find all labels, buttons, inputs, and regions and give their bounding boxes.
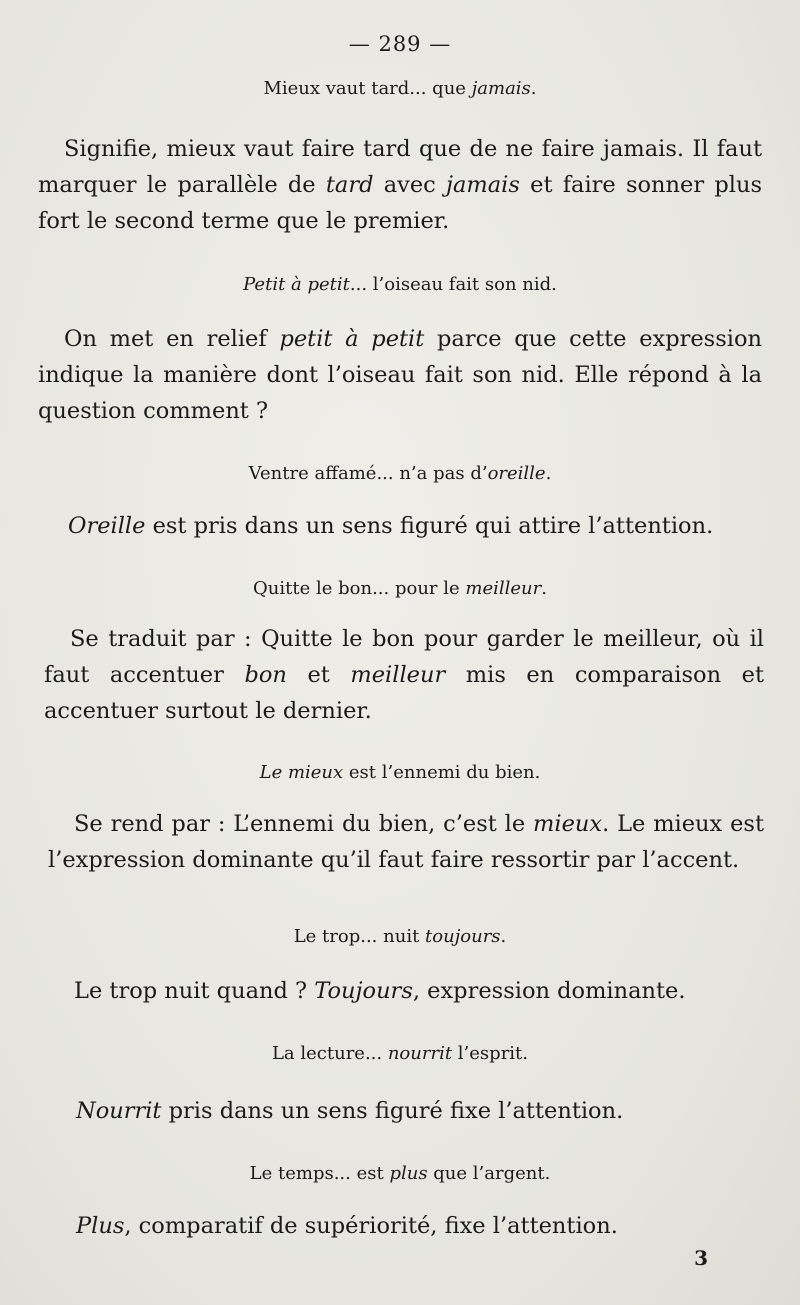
heading-italic: meilleur — [465, 578, 542, 599]
heading-text: . — [545, 463, 552, 484]
heading-italic: Le mieux — [259, 762, 344, 783]
paragraph-text: Se traduit par : Quitte le bon pour garder le meilleur, où il faut accentuer — [44, 626, 764, 688]
page-number: — 289 — — [348, 32, 452, 56]
heading-italic: oreille — [487, 463, 546, 484]
proverb-heading — [0, 78, 800, 99]
explanation-paragraph — [44, 621, 764, 729]
heading-text: Ventre affamé... n’a pas d’ — [248, 463, 488, 484]
heading-text: . — [541, 578, 547, 599]
paragraph-text: mis en comparaison et accentuer surtout le dernier. — [44, 662, 764, 724]
heading-text: Le trop... nuit — [293, 926, 426, 947]
paragraph-text: parce que cette expression indique la manière dont l’oiseau fait son nid. Elle répond à la question comment ? — [38, 326, 763, 424]
paragraph-text: , comparatif de supériorité, fixe l’attention. — [124, 1213, 618, 1239]
heading-text: Le temps... est — [249, 1163, 390, 1184]
heading-italic: nourrit — [387, 1043, 453, 1064]
paragraph-text: et faire sonner plus fort le second terme que le premier. — [38, 172, 762, 234]
heading-text: que l’argent. — [427, 1163, 551, 1184]
paragraph-text: , expression dominante. — [412, 978, 686, 1004]
heading-text: Mieux vaut tard... que — [263, 78, 472, 99]
paragraph-italic: Nourrit — [76, 1098, 162, 1124]
paragraph-italic: bon — [244, 662, 287, 688]
paragraph-text: Se rend par : L’ennemi du bien, c’est le — [74, 811, 534, 837]
explanation-paragraph — [76, 1208, 776, 1244]
paragraph-text: est pris dans un sens figuré qui attire l’attention. — [145, 513, 714, 539]
heading-italic: Petit à petit — [243, 274, 350, 295]
heading-text: ... l’oiseau fait son nid. — [349, 274, 557, 295]
heading-text: Quitte le bon... pour le — [253, 578, 466, 599]
paragraph-italic: meilleur — [350, 662, 446, 688]
paragraph-text: . Le mieux est l’expression dominante qu’il faut faire ressortir par l’accent. — [48, 811, 764, 873]
paragraph-text: Le trop nuit quand ? — [74, 978, 315, 1004]
heading-text: est l’ennemi du bien. — [343, 762, 541, 783]
explanation-paragraph — [38, 131, 762, 239]
paragraph-italic: jamais — [446, 172, 520, 198]
paragraph-text: On met en relief — [64, 326, 280, 352]
proverb-heading — [0, 274, 800, 295]
proverb-heading — [0, 1043, 800, 1064]
explanation-paragraph — [74, 973, 774, 1009]
heading-italic: plus — [389, 1163, 428, 1184]
paragraph-text: pris dans un sens figuré fixe l’attention. — [161, 1098, 624, 1124]
paragraph-italic: Plus — [76, 1213, 125, 1239]
explanation-paragraph — [76, 1093, 776, 1129]
paragraph-italic: Oreille — [68, 513, 146, 539]
heading-text: La lecture... — [271, 1043, 388, 1064]
paragraph-italic: tard — [325, 172, 374, 198]
paragraph-text: avec — [373, 172, 446, 198]
proverb-heading — [0, 578, 800, 599]
explanation-paragraph — [38, 321, 762, 429]
paragraph-text: Signifie, mieux vaut faire tard que de ne faire jamais. Il faut marquer le parallèle de — [38, 136, 762, 198]
heading-italic: toujours — [425, 926, 501, 947]
proverb-heading — [0, 762, 800, 783]
paragraph-italic: mieux — [533, 811, 603, 837]
proverb-heading — [0, 1163, 800, 1184]
paragraph-italic: Toujours — [314, 978, 413, 1004]
proverb-heading — [0, 463, 800, 484]
heading-italic: jamais — [471, 78, 531, 99]
heading-text: . — [500, 926, 507, 947]
proverb-heading — [0, 926, 800, 947]
heading-text: l’esprit. — [452, 1043, 529, 1064]
explanation-paragraph — [48, 806, 764, 878]
paragraph-italic: petit à petit — [279, 326, 425, 352]
paragraph-text: et — [286, 662, 351, 688]
heading-text: . — [530, 78, 537, 99]
signature-mark: 3 — [694, 1246, 708, 1270]
explanation-paragraph — [68, 508, 768, 544]
